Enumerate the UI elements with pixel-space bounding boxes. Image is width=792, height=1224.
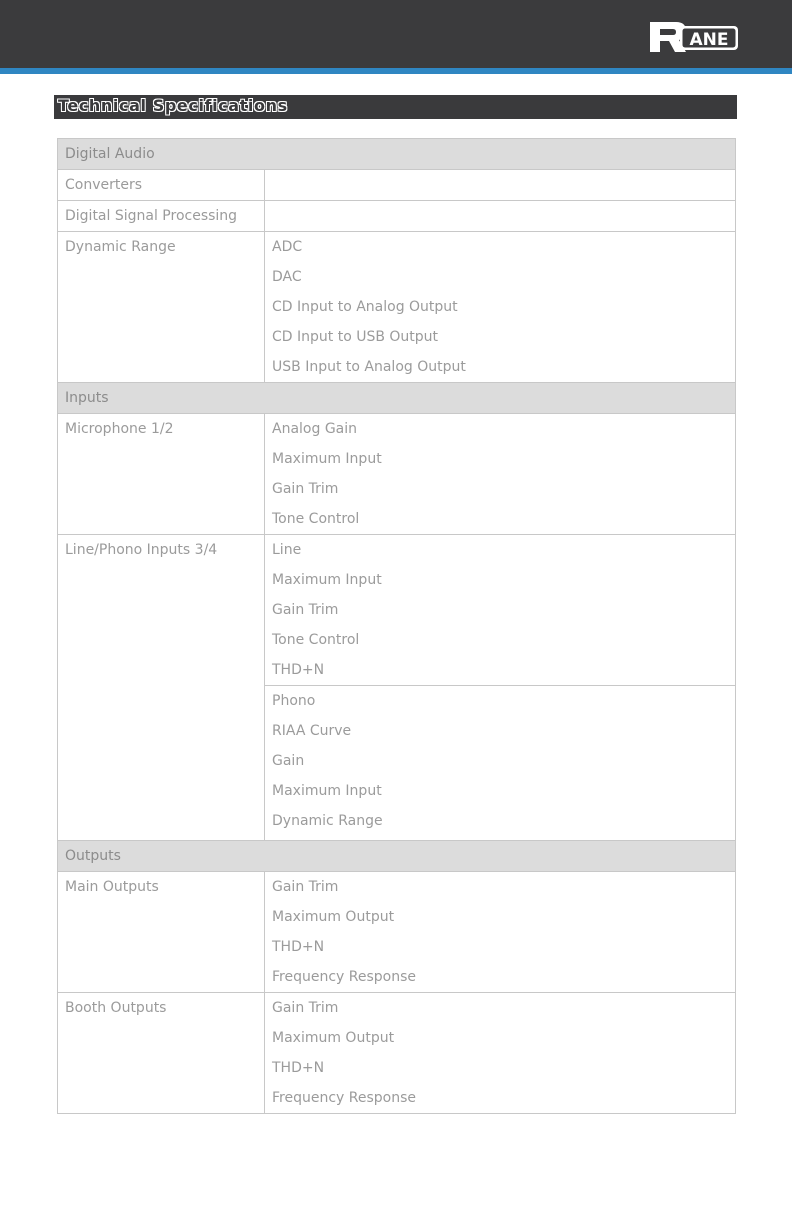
section-title-bar xyxy=(54,95,737,119)
spec-item: Phono xyxy=(265,685,735,716)
table-row xyxy=(58,872,736,993)
table-row xyxy=(58,993,736,1114)
spec-item: Gain xyxy=(272,753,305,769)
rane-logo xyxy=(646,20,740,54)
spec-item: Tone Control xyxy=(272,511,360,527)
row-label: Booth Outputs xyxy=(58,993,265,1114)
spec-item: Dynamic Range xyxy=(272,813,383,829)
spec-item: Gain Trim xyxy=(272,481,339,497)
spec-item: Analog Gain xyxy=(272,421,358,437)
spec-item: ADC xyxy=(272,239,303,255)
row-values xyxy=(265,872,736,993)
spec-item: CD Input to USB Output xyxy=(272,329,439,345)
spec-item: THD+N xyxy=(272,662,325,678)
row-label: Microphone 1/2 xyxy=(58,414,265,535)
spec-item: USB Input to Analog Output xyxy=(272,359,466,375)
row-label: Converters xyxy=(58,170,265,201)
row-values xyxy=(265,414,736,535)
spec-item: Maximum Input xyxy=(272,783,382,799)
row-values xyxy=(265,201,736,232)
row-label: Digital Signal Processing xyxy=(58,201,265,232)
spec-item: Maximum Input xyxy=(272,451,382,467)
spec-item: Gain Trim xyxy=(272,879,339,895)
category-heading: Digital Audio xyxy=(58,139,736,170)
spec-item: RIAA Curve xyxy=(272,723,352,739)
svg-text:ANE: ANE xyxy=(689,30,729,50)
spec-item: THD+N xyxy=(272,1060,325,1076)
category-heading: Inputs xyxy=(58,383,736,414)
spec-item: Maximum Output xyxy=(272,1030,395,1046)
spec-item: Gain Trim xyxy=(272,602,339,618)
spec-item: Line xyxy=(272,542,302,558)
row-label: Main Outputs xyxy=(58,872,265,993)
spec-item: CD Input to Analog Output xyxy=(272,299,458,315)
category-row-digital-audio xyxy=(58,139,736,170)
category-row-outputs xyxy=(58,841,736,872)
spec-item: Maximum Input xyxy=(272,572,382,588)
table-row xyxy=(58,535,736,841)
table-row xyxy=(58,201,736,232)
spec-item: Frequency Response xyxy=(272,1090,417,1106)
spec-item: Tone Control xyxy=(272,632,360,648)
row-values xyxy=(265,170,736,201)
spec-table xyxy=(57,138,736,1114)
header-accent-stripe xyxy=(0,68,792,74)
spec-item: Frequency Response xyxy=(272,969,417,985)
row-values xyxy=(265,232,736,383)
row-values xyxy=(265,993,736,1114)
row-values xyxy=(265,535,736,841)
row-label: Line/Phono Inputs 3/4 xyxy=(58,535,265,841)
section-title: Technical Specifications xyxy=(58,96,288,115)
spec-item: THD+N xyxy=(272,939,325,955)
spec-item: Gain Trim xyxy=(272,1000,339,1016)
category-row-inputs xyxy=(58,383,736,414)
spec-item: Maximum Output xyxy=(272,909,395,925)
table-row xyxy=(58,414,736,535)
table-row xyxy=(58,232,736,383)
category-heading: Outputs xyxy=(58,841,736,872)
row-label: Dynamic Range xyxy=(58,232,265,383)
spec-item: DAC xyxy=(272,269,302,285)
table-row xyxy=(58,170,736,201)
